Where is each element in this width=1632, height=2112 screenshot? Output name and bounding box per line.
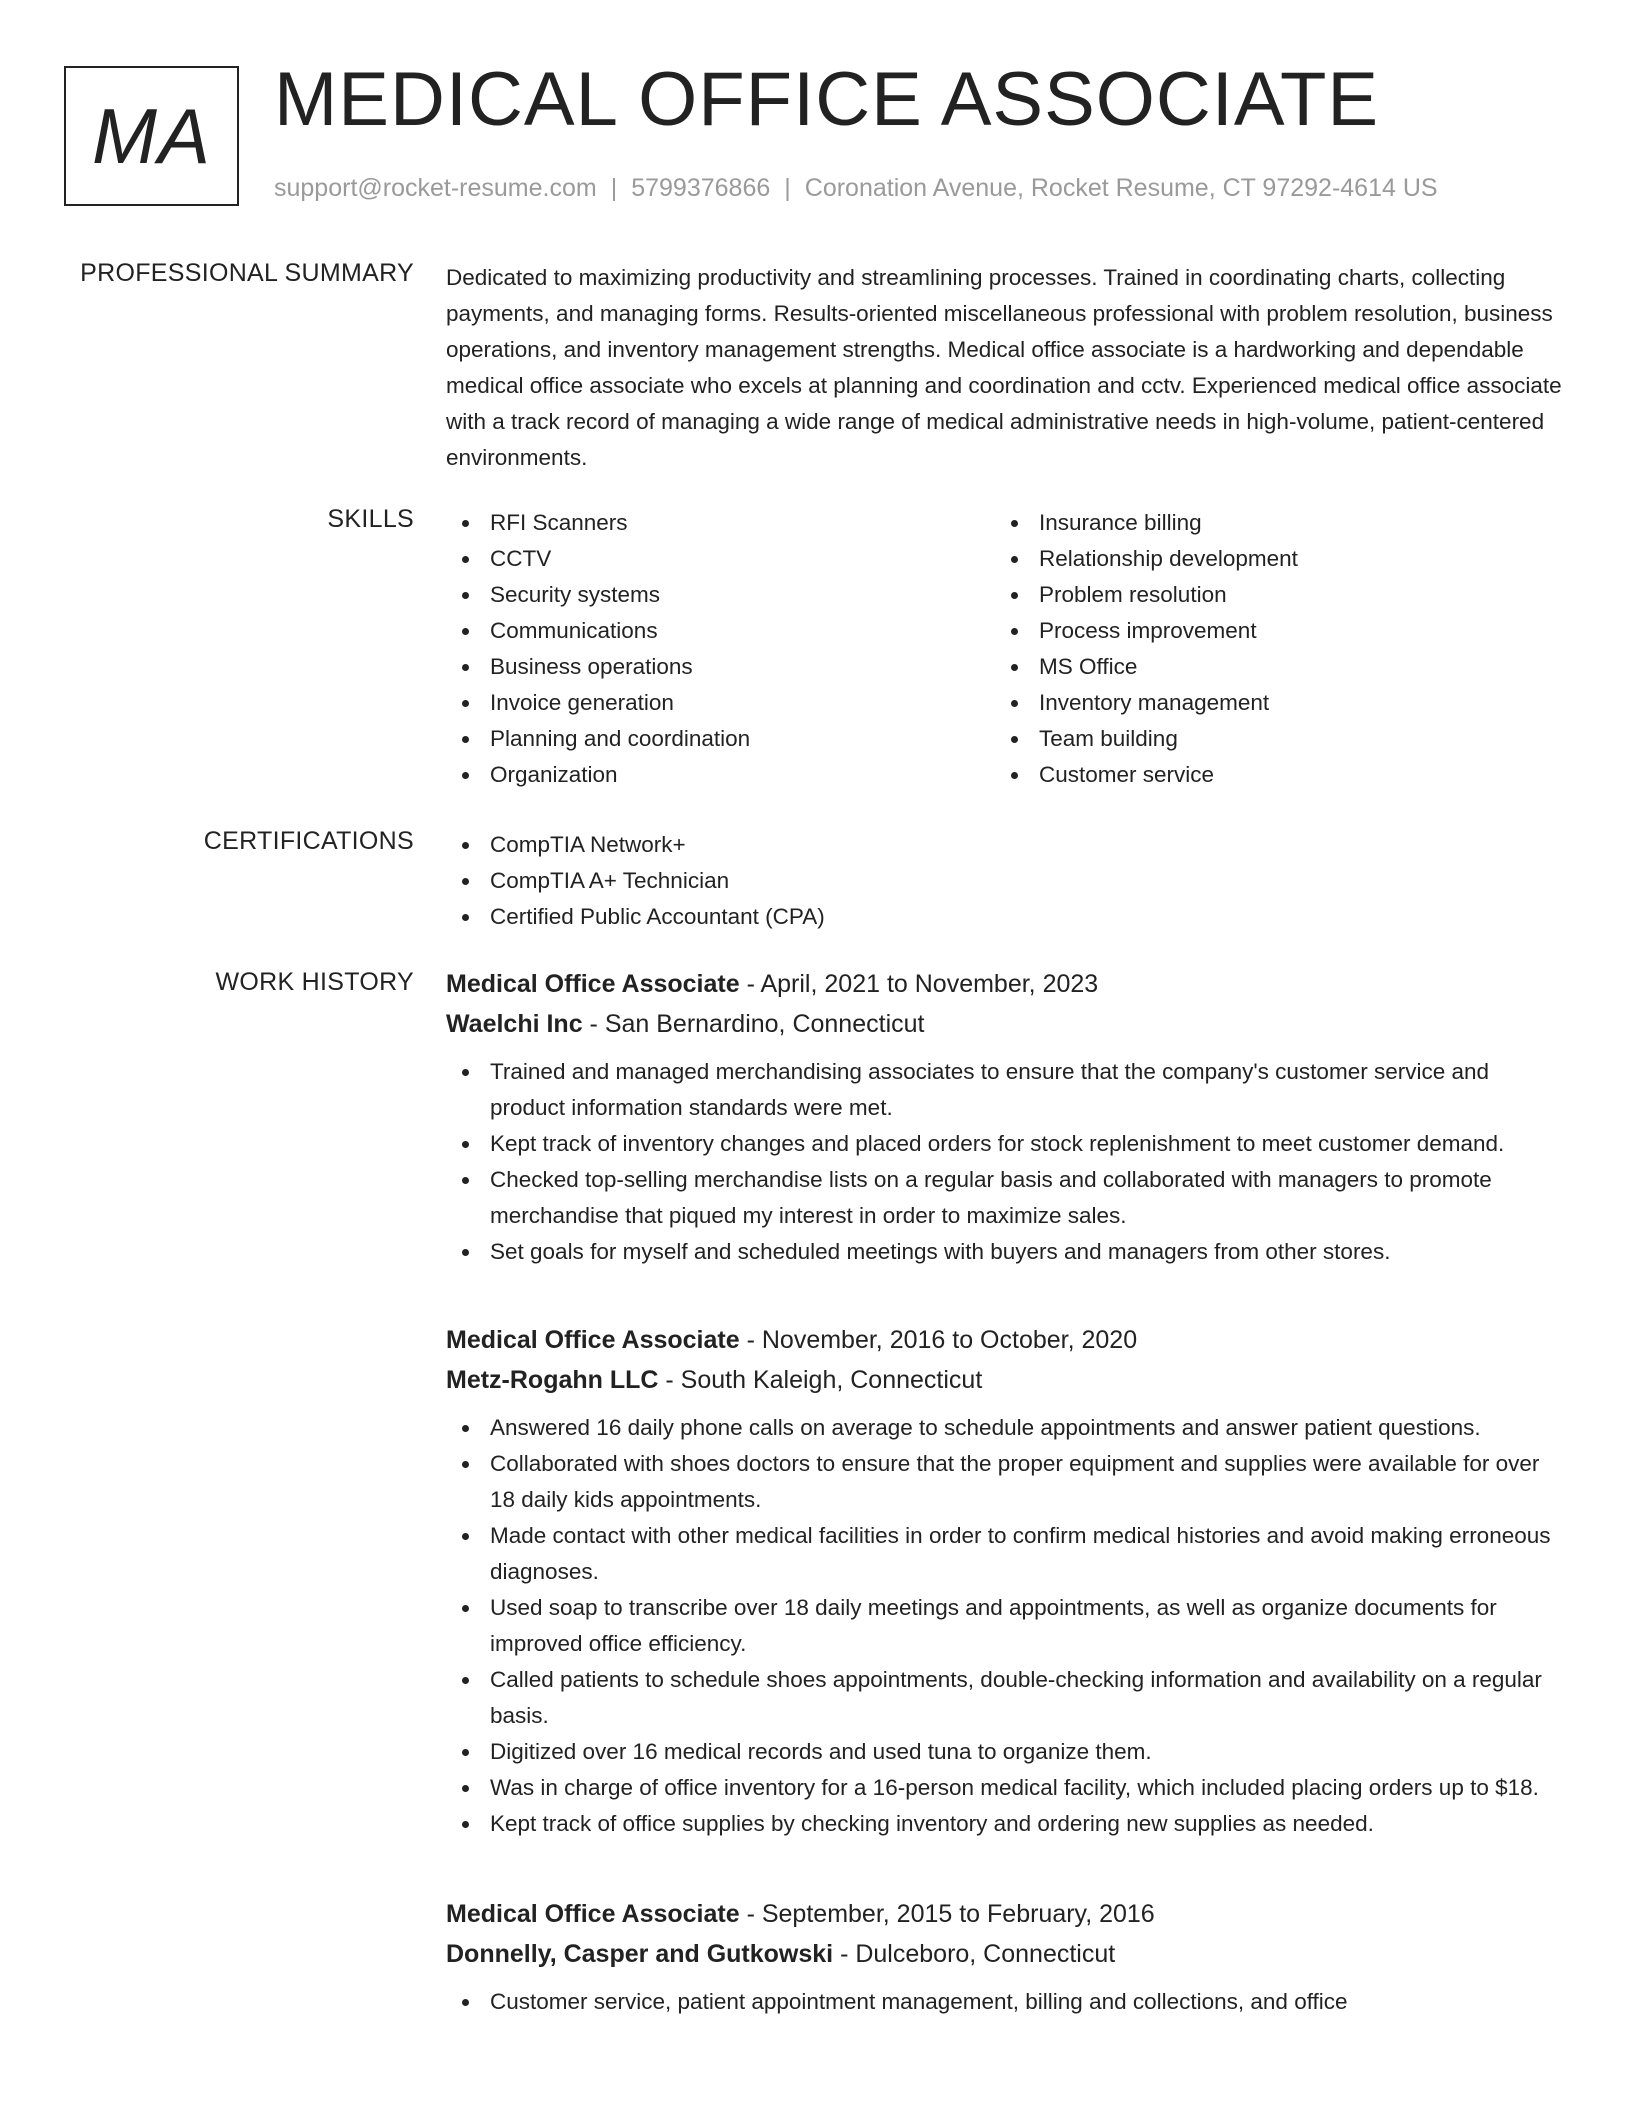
resume-title: MEDICAL OFFICE ASSOCIATE xyxy=(274,57,1380,142)
job-bullets xyxy=(446,1054,1566,1270)
job-title: Medical Office Associate xyxy=(446,970,740,998)
skills-columns xyxy=(446,505,1566,793)
job-title: Medical Office Associate xyxy=(446,1900,740,1928)
job-company: Donnelly, Casper and Gutkowski xyxy=(446,1940,834,1968)
section-label-work-history: WORK HISTORY xyxy=(215,968,414,996)
job-bullet: Was in charge of office inventory for a 16-person medical facility, which included placing orders up to $18. xyxy=(446,1770,1566,1806)
skill-item: Inventory management xyxy=(995,685,1544,721)
skill-item: MS Office xyxy=(995,649,1544,685)
job-company-line xyxy=(446,1360,1566,1400)
job-title: Medical Office Associate xyxy=(446,1326,740,1354)
skill-item: Customer service xyxy=(995,757,1544,793)
contact-separator: | xyxy=(784,174,791,202)
skills-list-right xyxy=(995,505,1544,793)
job-company-line xyxy=(446,1004,1566,1044)
skill-item: Invoice generation xyxy=(446,685,995,721)
job-bullet: Kept track of inventory changes and placed orders for stock replenishment to meet customer demand. xyxy=(446,1126,1566,1162)
skill-item: RFI Scanners xyxy=(446,505,995,541)
job-location: - South Kaleigh, Connecticut xyxy=(658,1366,983,1394)
job-title-line xyxy=(446,964,1566,1004)
job-bullet: Called patients to schedule shoes appointments, double-checking information and availability on a regular basis. xyxy=(446,1662,1566,1734)
monogram-initials: MA xyxy=(92,91,211,180)
skill-item: Security systems xyxy=(446,577,995,613)
contact-email[interactable]: support@rocket-resume.com xyxy=(274,174,597,202)
skill-item: Relationship development xyxy=(995,541,1544,577)
job-dates: - November, 2016 to October, 2020 xyxy=(739,1326,1138,1354)
skill-item: CCTV xyxy=(446,541,995,577)
skill-item: Process improvement xyxy=(995,613,1544,649)
job-bullets xyxy=(446,1984,1566,2020)
skill-item: Business operations xyxy=(446,649,995,685)
certification-item: Certified Public Accountant (CPA) xyxy=(446,899,1566,935)
job-bullet: Trained and managed merchandising associates to ensure that the company's customer service and product information standards were met. xyxy=(446,1054,1566,1126)
job-dates: - September, 2015 to February, 2016 xyxy=(739,1900,1155,1928)
contact-address: Coronation Avenue, Rocket Resume, CT 97292-4614 US xyxy=(804,174,1438,202)
job-bullet: Digitized over 16 medical records and used tuna to organize them. xyxy=(446,1734,1566,1770)
contact-separator: | xyxy=(610,174,618,202)
job-bullet: Customer service, patient appointment management, billing and collections, and office xyxy=(446,1984,1566,2020)
job-bullet: Kept track of office supplies by checking inventory and ordering new supplies as needed. xyxy=(446,1806,1566,1842)
job-location: - San Bernardino, Connecticut xyxy=(582,1010,925,1038)
job-title-line xyxy=(446,1894,1566,1934)
skill-item: Planning and coordination xyxy=(446,721,995,757)
job-entry xyxy=(446,1320,1566,1842)
job-entry xyxy=(446,1894,1566,2020)
skill-item: Team building xyxy=(995,721,1544,757)
job-location: - Dulceboro, Connecticut xyxy=(833,1940,1116,1968)
certifications-list xyxy=(446,827,1566,935)
job-dates: - April, 2021 to November, 2023 xyxy=(739,970,1099,998)
job-bullet: Answered 16 daily phone calls on average to schedule appointments and answer patient questions. xyxy=(446,1410,1566,1446)
section-label-certifications: CERTIFICATIONS xyxy=(203,827,414,855)
job-company: Waelchi Inc xyxy=(446,1010,583,1038)
contact-phone: 5799376866 xyxy=(631,174,771,202)
job-entry xyxy=(446,964,1566,1270)
section-label-summary: PROFESSIONAL SUMMARY xyxy=(80,259,414,287)
certification-item: CompTIA A+ Technician xyxy=(446,863,1566,899)
job-bullet: Made contact with other medical facilities in order to confirm medical histories and avoid making erroneous diagnoses. xyxy=(446,1518,1566,1590)
summary-text: Dedicated to maximizing productivity and streamlining processes. Trained in coordinating charts, collecting payments, and managing forms. Results-oriented miscellaneous professional with problem resolution, business operations, and inventory management strengths. Medical office associate is a hardworking and dependable medical office associate who excels at planning and coordination and cctv. Experienced medical office associate with a track record of managing a wide range of medical administrative needs in high-volume, patient-centered environments. xyxy=(446,265,1562,470)
job-bullet: Set goals for myself and scheduled meetings with buyers and managers from other stores. xyxy=(446,1234,1566,1270)
skill-item: Organization xyxy=(446,757,995,793)
skill-item: Problem resolution xyxy=(995,577,1544,613)
job-company-line xyxy=(446,1934,1566,1974)
job-bullets xyxy=(446,1410,1566,1842)
contact-line xyxy=(274,174,1438,203)
certification-item: CompTIA Network+ xyxy=(446,827,1566,863)
skill-item: Insurance billing xyxy=(995,505,1544,541)
skills-body xyxy=(446,505,1566,793)
section-label-skills: SKILLS xyxy=(327,505,414,533)
skills-list-left xyxy=(446,505,995,793)
summary-body xyxy=(446,260,1566,476)
job-bullet: Used soap to transcribe over 18 daily meetings and appointments, as well as organize documents for improved office efficiency. xyxy=(446,1590,1566,1662)
work-history-body xyxy=(446,964,1566,2020)
monogram-box xyxy=(64,66,239,206)
job-title-line xyxy=(446,1320,1566,1360)
job-bullet: Collaborated with shoes doctors to ensure that the proper equipment and supplies were available for over 18 daily kids appointments. xyxy=(446,1446,1566,1518)
job-company: Metz-Rogahn LLC xyxy=(446,1366,659,1394)
certifications-body xyxy=(446,827,1566,935)
job-bullet: Checked top-selling merchandise lists on a regular basis and collaborated with managers to promote merchandise that piqued my interest in order to maximize sales. xyxy=(446,1162,1566,1234)
skill-item: Communications xyxy=(446,613,995,649)
